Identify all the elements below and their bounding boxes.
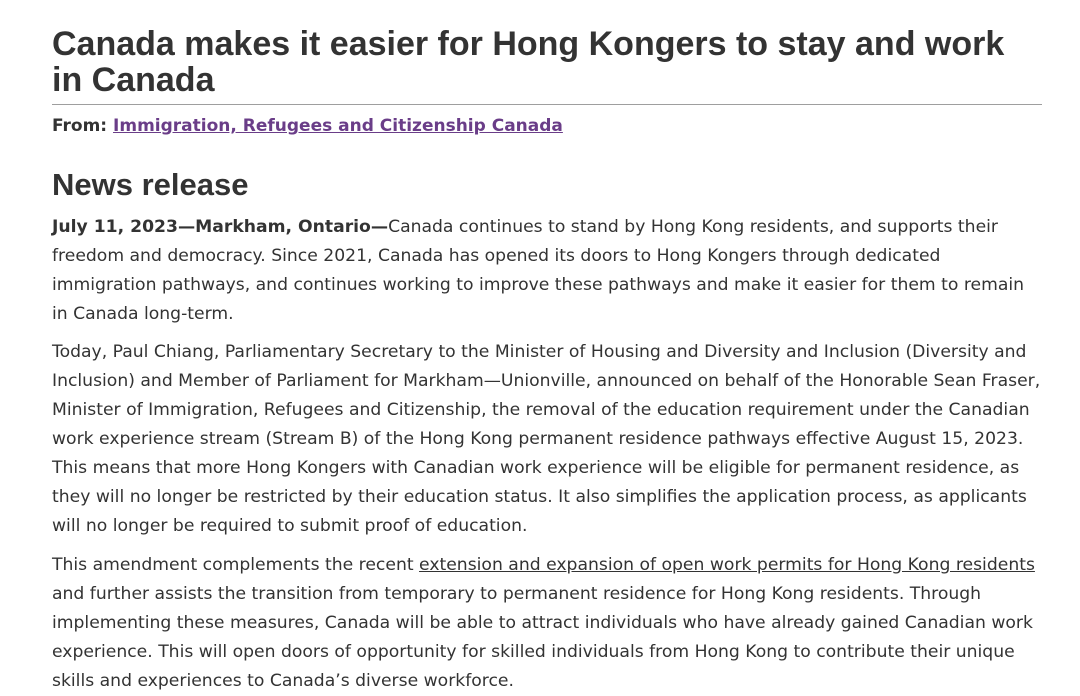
paragraph-3-rest: and further assists the transition from temporary to permanent residence for Hong Kong residents. Through implementing these measures, Canada will be able to attract individuals who have already gained Canadian work experience. This will open doors of opportunity for skilled individuals from Hong Kong to contribute their unique skills and experiences to Canada’s diverse workforce.: [52, 584, 1033, 691]
from-label: From:: [52, 116, 108, 136]
news-article: [52, 26, 1042, 696]
department-link[interactable]: Immigration, Refugees and Citizenship Canada: [113, 116, 563, 136]
paragraph-1: [52, 213, 1042, 329]
open-work-permits-link[interactable]: extension and expansion of open work permits for Hong Kong residents: [419, 555, 1035, 575]
paragraph-3-intro: This amendment complements the recent: [52, 555, 420, 575]
dateline: July 11, 2023—Markham, Ontario—: [52, 217, 389, 237]
section-heading: News release: [52, 167, 249, 202]
paragraph-1-body: Canada continues to stand by Hong Kong residents, and supports their freedom and democracy. Since 2021, Canada has opened its doors to Hong Kongers through dedicated immigration pathways, and continues working to improve these pathways and make it easier for them to remain in Canada long-term.: [52, 217, 1025, 324]
from-line: [52, 115, 1042, 137]
page-title: Canada makes it easier for Hong Kongers to stay and work in Canada: [52, 26, 1042, 105]
paragraph-3: [52, 551, 1042, 696]
paragraph-2: Today, Paul Chiang, Parliamentary Secretary to the Minister of Housing and Diversity and Inclusion (Diversity and Inclusion) and Member of Parliament for Markham—Unionville, announced on behalf of the Honorable Sean Fraser, Minister of Immigration, Refugees and Citizenship, the removal of the education requirement under the Canadian work experience stream (Stream B) of the Hong Kong permanent residence pathways effective August 15, 2023. This means that more Hong Kongers with Canadian work experience will be eligible for permanent residence, as they will no longer be restricted by their education status. It also simplifies the application process, as applicants will no longer be required to submit proof of education.: [52, 342, 1041, 536]
